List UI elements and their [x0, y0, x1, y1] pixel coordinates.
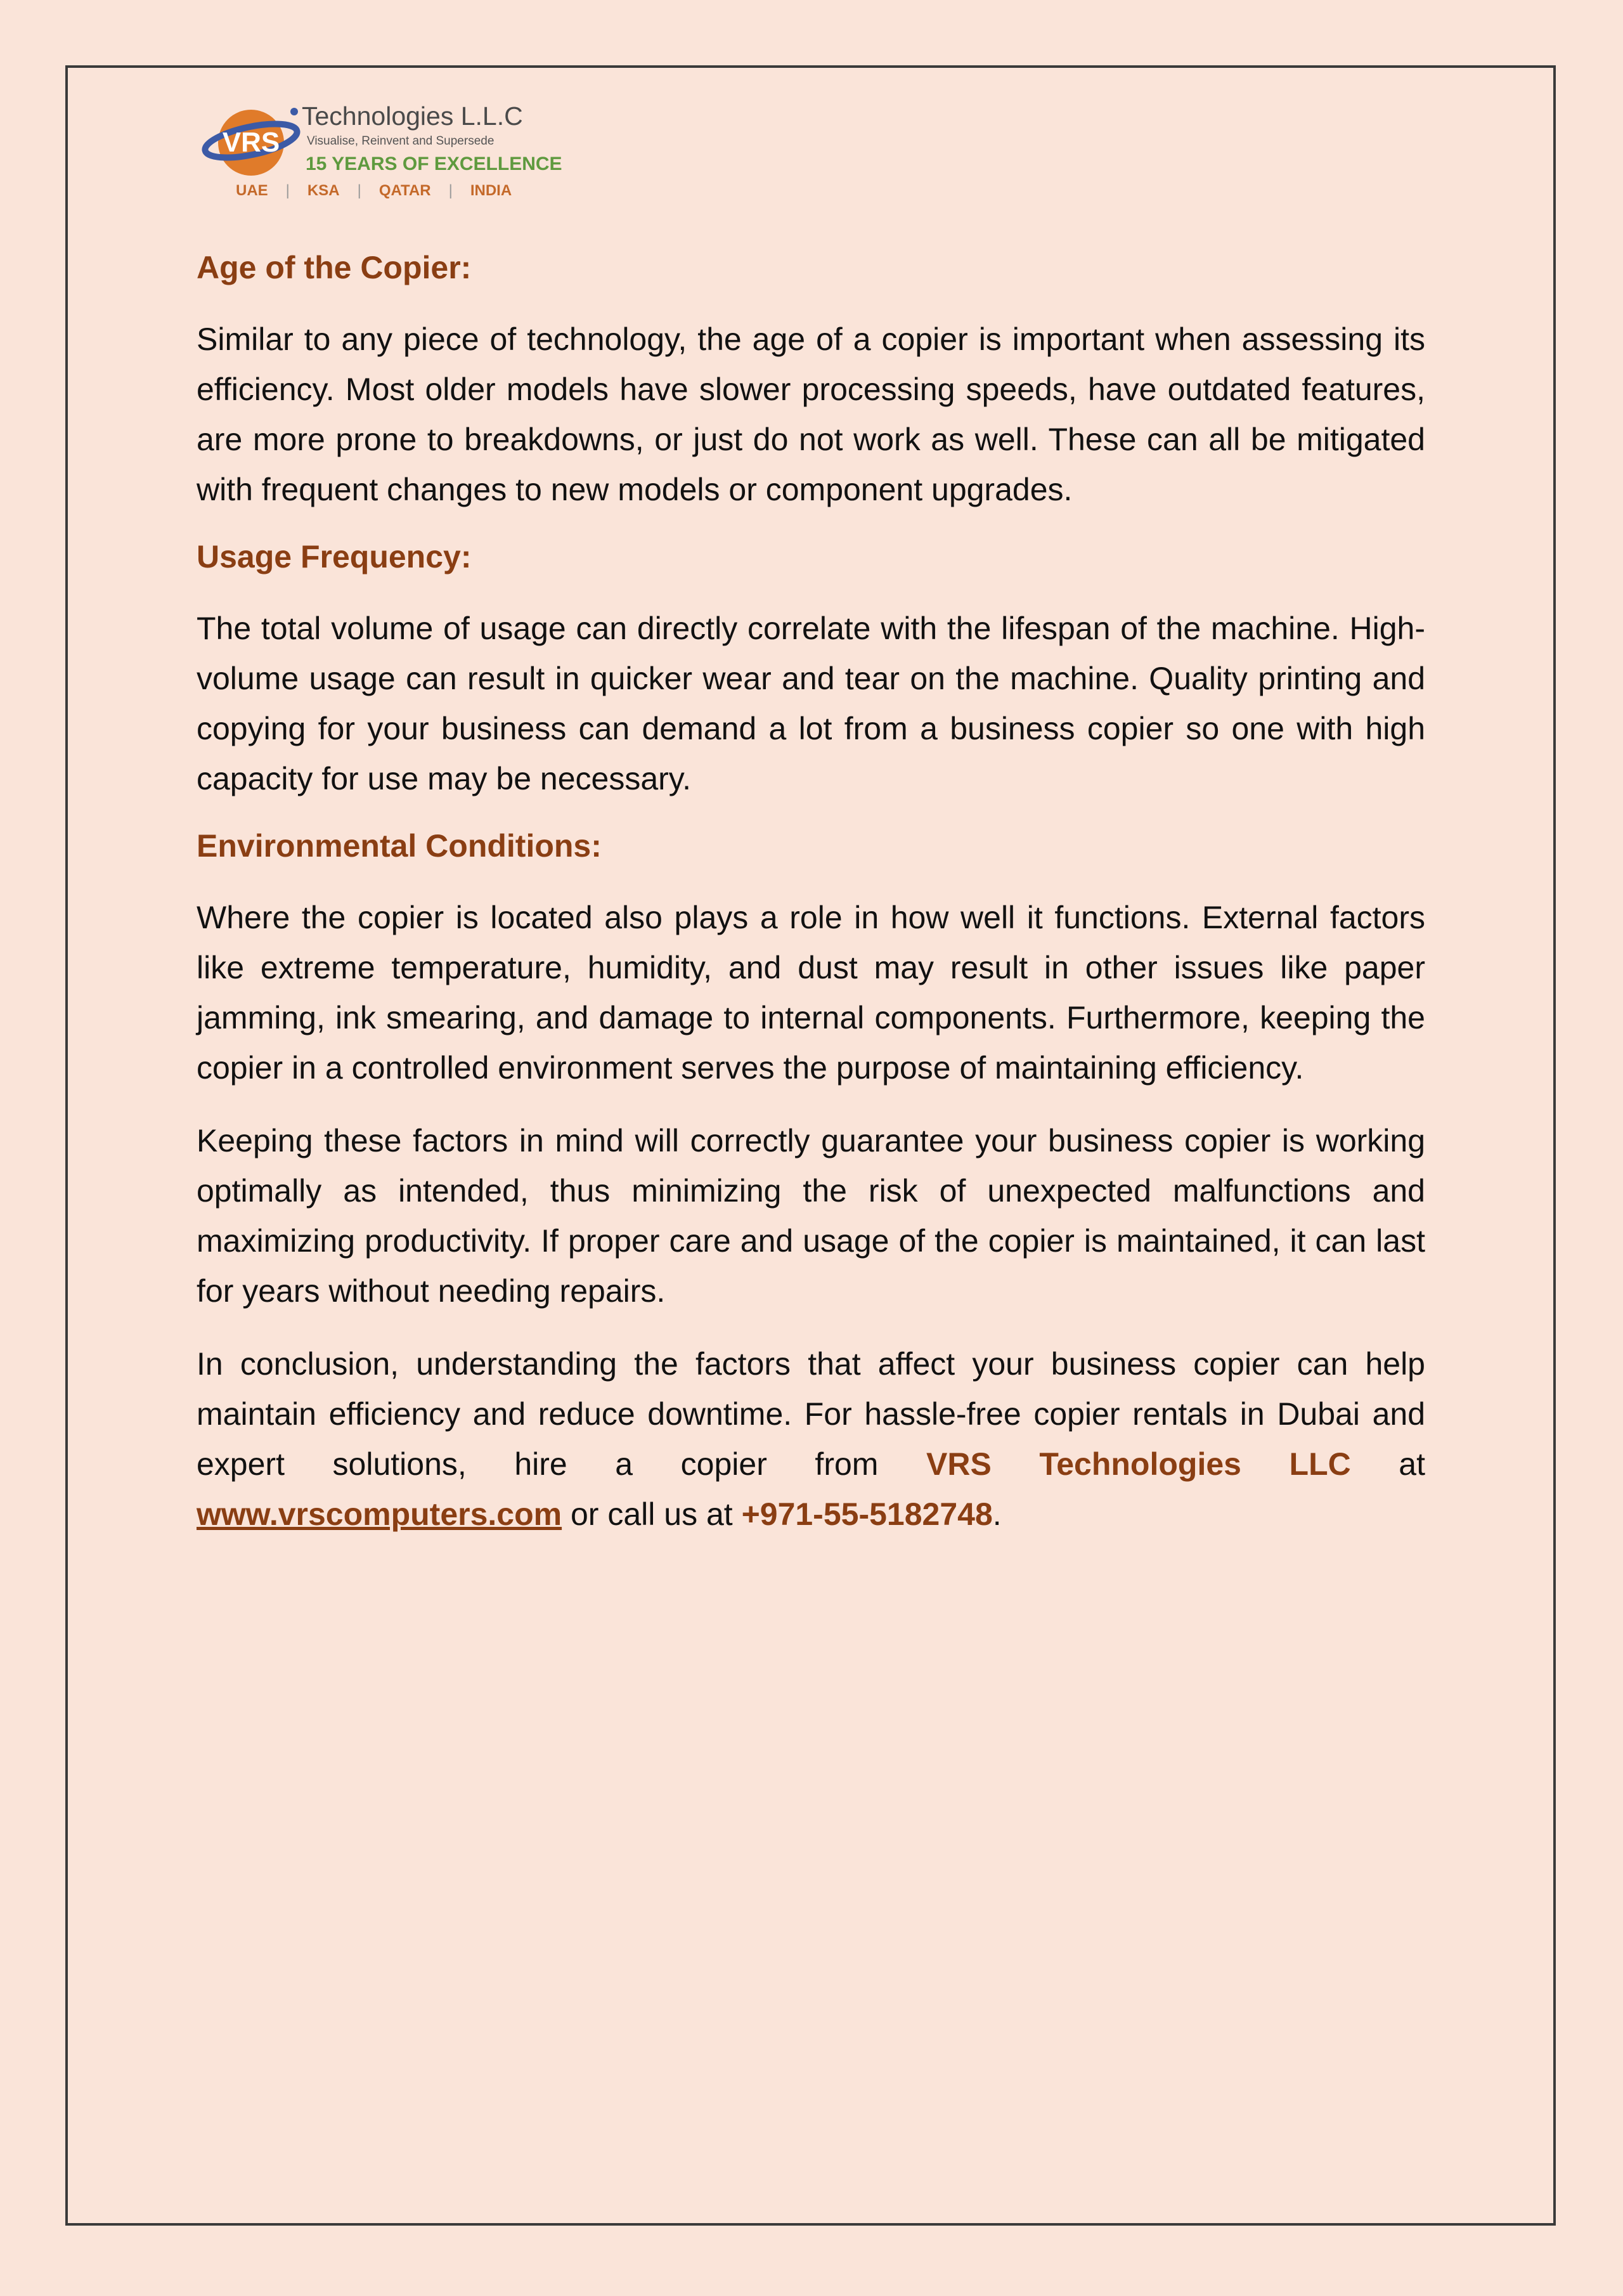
company-logo [200, 96, 562, 207]
section-body-environment: Where the copier is located also plays a role in how well it functions. External factors like extreme temperature, humidity, and dust may result in other issues like paper jamming, ink smearing, and damage to internal components. Furthermore, keeping the copier in a controlled environment serves the purpose of maintaining efficiency. [197, 900, 1425, 1086]
conclusion-paragraph [197, 1339, 1425, 1540]
section-body-age: Similar to any piece of technology, the age of a copier is important when assessing its efficiency. Most older models have slower processing speeds, have outdated features, are more prone to breakdowns, or just do not work as well. These can all be mitigated with frequent changes to new models or component upgrades. [197, 321, 1425, 507]
country-separator: | [357, 182, 361, 199]
country-ksa: KSA [307, 182, 340, 199]
conclusion-text: at [1350, 1446, 1425, 1482]
logo-years-badge: 15 YEARS OF EXCELLENCE [306, 153, 562, 174]
conclusion-text: In conclusion, understanding the factors that affect your business copier can help maintain efficiency and reduce downtime. For hassle-free copier rentals in Dubai and expert solutions, hire a copier from [197, 1346, 1425, 1482]
country-qatar: QATAR [378, 182, 431, 199]
logo-country-list [236, 182, 512, 200]
logo-monogram: VRS [222, 127, 280, 158]
website-link[interactable]: www.vrscomputers.com [197, 1496, 562, 1532]
vrs-globe-icon [200, 101, 302, 184]
section-heading-age: Age of the Copier: [197, 250, 472, 285]
country-uae: UAE [236, 182, 268, 199]
summary-paragraph: Keeping these factors in mind will correctly guarantee your business copier is working optimally as intended, thus minimizing the risk of unexpected malfunctions and maximizing productivity. If proper care and usage of the copier is maintained, it can last for years without needing repairs. [197, 1123, 1425, 1309]
section-heading-environment: Environmental Conditions: [197, 828, 602, 864]
logo-tagline: Visualise, Reinvent and Supersede [307, 134, 495, 148]
section-body-usage: The total volume of usage can directly correlate with the lifespan of the machine. High-volume usage can result in quicker wear and tear on the machine. Quality printing and copying for your business can demand a lot from a business copier so one with high capacity for use may be necessary. [197, 611, 1425, 796]
company-name: VRS Technologies LLC [926, 1446, 1351, 1482]
country-separator: | [448, 182, 453, 199]
country-india: INDIA [470, 182, 512, 199]
section-heading-usage: Usage Frequency: [197, 539, 472, 574]
phone-number: +971-55-5182748 [741, 1496, 993, 1532]
country-separator: | [285, 182, 290, 199]
conclusion-text: . [992, 1496, 1002, 1532]
conclusion-text: or call us at [562, 1496, 742, 1532]
article-body [197, 249, 1425, 1562]
logo-company-name: Technologies L.L.C [302, 101, 523, 131]
